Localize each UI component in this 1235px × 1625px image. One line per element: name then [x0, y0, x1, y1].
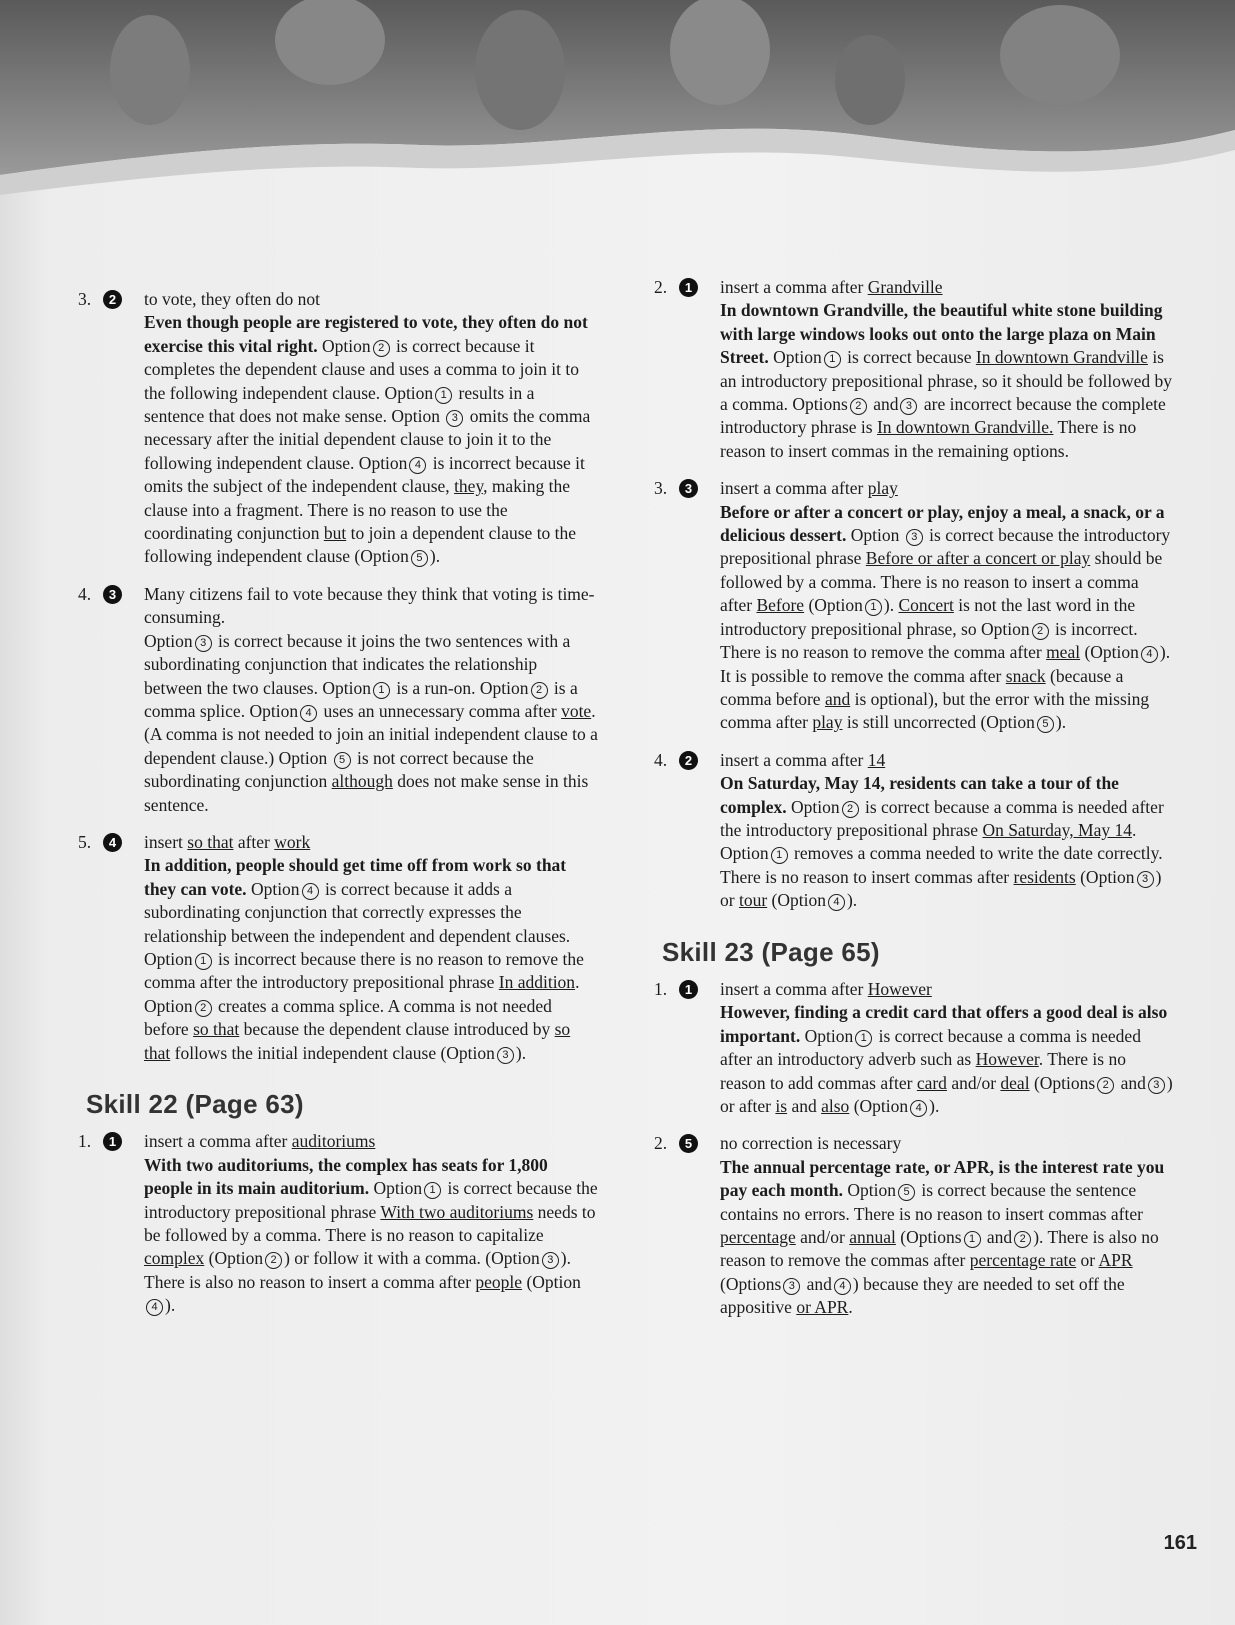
answer-item [78, 288, 598, 569]
corrected-sentence: The annual percentage rate, or APR, is the interest rate you pay each month. [720, 1156, 1165, 1201]
underlined-term: so that [193, 1019, 240, 1040]
explanation: In addition, people should get time off from work so that they can vote. Option 4 is correct because it adds a subordinating conjunction that correctly expresses the relationship between the independent and dependent clauses. Option 1 is incorrect because there is no reason to remove the comma after the introductory prepositional phrase In addition. Option 2 creates a comma splice. A comma is not needed before so that because the dependent clause introduced by so that follows the initial independent clause (Option 3 ). [144, 855, 584, 1063]
corrected-sentence: Before or after a concert or play, enjoy a meal, a snack, or a delicious dessert. [720, 501, 1165, 546]
underlined-term: they [454, 476, 484, 497]
option-number-circle: 3 [1148, 1077, 1165, 1094]
option-number-circle: 3 [497, 1047, 514, 1064]
answer-badge: 1 [679, 980, 698, 999]
item-number: 4. [654, 749, 668, 770]
underlined-term: In addition [498, 972, 576, 993]
underlined-term: APR [1098, 1250, 1133, 1271]
option-number-circle: 2 [531, 682, 548, 699]
underlined-term: is [775, 1096, 788, 1116]
item-number: 3. [78, 289, 92, 309]
option-number-circle: 2 [850, 398, 867, 415]
explanation: With two auditoriums, the complex has seats for 1,800 people in its main auditorium. Option 1 is correct because the introductory prepositional phrase With two auditoriums needs to be followed by a comma. There is no reason to capitalize complex (Option 2 ) or follow it with a comma. (Option 3 ). There is also no reason to insert a comma after people (Option4 ). [144, 1154, 598, 1316]
item-number: 3. [654, 478, 668, 499]
correction-line: to vote, they often do not [144, 289, 320, 309]
corrected-sentence: With two auditoriums, the complex has seats for 1,800 people in its main auditorium. [144, 1154, 548, 1199]
underlined-term: so that [144, 1019, 571, 1063]
corrected-sentence: However, finding a credit card that offers a good deal is also important. [720, 1002, 1168, 1046]
corrected-sentence: In addition, people should get time off from work so that they can vote. [144, 855, 567, 899]
underlined-term: complex [144, 1248, 205, 1269]
option-number-circle: 4 [146, 1299, 163, 1316]
option-number-circle: 3 [542, 1252, 559, 1269]
answer-item [78, 1130, 598, 1317]
option-number-circle: 2 [373, 340, 390, 357]
answer-badge: 5 [679, 1134, 698, 1153]
explanation: However, finding a credit card that offers a good deal is also important. Option 1 is correct because a comma is needed after an introductory adverb such as However. There is no reason to add commas after card and/or deal (Options 2 and 3 ) or after is and also (Option 4 ). [720, 1002, 1173, 1116]
page-number: 161 [1163, 1532, 1197, 1554]
underlined-term: snack [1005, 665, 1046, 686]
option-number-circle: 2 [265, 1252, 282, 1269]
corrected-sentence: On Saturday, May 14, residents can take a tour of the complex. [720, 773, 1119, 817]
correction-line: insert a comma after 14 [720, 749, 886, 770]
answer-item [654, 477, 1174, 734]
item-number: 2. [654, 1133, 668, 1154]
option-number-circle: 5 [898, 1184, 915, 1201]
option-number-circle: 4 [300, 705, 317, 722]
option-number-circle: 1 [771, 847, 788, 864]
underlined-term: Before [756, 595, 805, 616]
correction-line: insert so that after work [144, 831, 311, 852]
underlined-term: Before or after a concert or play [865, 548, 1091, 569]
answer-badge: 1 [103, 1132, 122, 1151]
option-number-circle: 3 [783, 1278, 800, 1295]
option-number-circle: 3 [1137, 871, 1154, 888]
corrected-sentence: Even though people are registered to vote, they often do not exercise this vital right. [144, 312, 588, 356]
skill-22-heading: Skill 22 (Page 63) [86, 1089, 304, 1119]
option-number-circle: 4 [1141, 646, 1158, 663]
option-number-circle: 5 [1037, 716, 1054, 733]
item-number: 4. [78, 583, 92, 604]
answer-item [654, 1132, 1174, 1319]
underlined-term: With two auditoriums [380, 1201, 534, 1222]
left-column [78, 288, 598, 1332]
correction-line: no correction is necessary [720, 1133, 902, 1154]
option-number-circle: 4 [302, 883, 319, 900]
underlined-term: vote [561, 700, 592, 721]
option-number-circle: 5 [411, 550, 428, 567]
correction-line: insert a comma after However [720, 978, 932, 999]
underlined-term: meal [1046, 642, 1081, 663]
underlined-term: deal [1000, 1072, 1030, 1093]
underlined-term: Concert [898, 595, 954, 616]
underlined-term: although [331, 771, 393, 792]
correction-line: insert a comma after Grandville [720, 277, 943, 297]
option-number-circle: 4 [910, 1100, 927, 1117]
answer-item [654, 276, 1174, 463]
answer-badge: 4 [103, 833, 122, 852]
option-number-circle: 5 [334, 752, 351, 769]
underlined-term: However [867, 978, 932, 999]
underlined-term: Grandville [867, 277, 943, 297]
decorative-banner [0, 0, 1235, 200]
explanation: Even though people are registered to vote, they often do not exercise this vital right. Option 2 is correct because it completes the dependent clause and uses a comma to join it to the following independent clause. Option 1 results in a sentence that does not make sense. Option 3 omits the comma necessary after the initial dependent clause to join it to the following independent clause. Option 4 is incorrect because it omits the subject of the independent clause, they, making the clause into a fragment. There is no reason to use the coordinating conjunction but to join a dependent clause to the following independent clause (Option 5 ). [144, 312, 591, 567]
underlined-term: or APR [796, 1297, 849, 1318]
explanation: On Saturday, May 14, residents can take a tour of the complex. Option 2 is correct because a comma is needed after the introductory prepositional phrase On Saturday, May 14. Option 1 removes a comma needed to write the date correctly. There is no reason to insert commas after residents (Option 3 ) or tour (Option 4 ). [720, 773, 1164, 911]
correction-line: insert a comma after play [720, 478, 898, 499]
option-number-circle: 3 [195, 635, 212, 652]
underlined-term: However [975, 1049, 1039, 1070]
underlined-term: annual [849, 1227, 896, 1248]
option-number-circle: 4 [834, 1278, 851, 1295]
answer-item [78, 583, 598, 817]
option-number-circle: 2 [1032, 623, 1049, 640]
option-number-circle: 1 [373, 682, 390, 699]
underlined-term: play [812, 712, 843, 733]
right-column [654, 276, 1174, 1334]
item-number: 2. [654, 277, 668, 297]
option-number-circle: 4 [409, 457, 426, 474]
option-number-circle: 2 [195, 1000, 212, 1017]
option-number-circle: 1 [195, 953, 212, 970]
option-number-circle: 1 [964, 1231, 981, 1248]
option-number-circle: 2 [1014, 1231, 1031, 1248]
option-number-circle: 1 [424, 1182, 441, 1199]
item-number: 1. [78, 1131, 92, 1152]
underlined-term: In downtown Grandville. [876, 417, 1054, 438]
answer-item [654, 978, 1174, 1118]
underlined-term: In downtown Grandville [975, 347, 1148, 368]
answer-badge: 1 [679, 278, 698, 297]
correction-line: Many citizens fail to vote because they think that voting is time-consuming. [144, 583, 595, 628]
underlined-term: so that [187, 831, 234, 852]
option-number-circle: 1 [824, 351, 841, 368]
explanation: Before or after a concert or play, enjoy a meal, a snack, or a delicious dessert. Option 3 is correct because the introductory prepositional phrase Before or after a concert or play should be followed by a comma. There is no reason to insert a comma after Before (Option 1 ). Concert is not the last word in the introductory prepositional phrase, so Option 2 is incorrect. There is no reason to remove the comma after meal (Option 4 ). It is possible to remove the comma after snack (because a comma before and is optional), but the error with the missing comma after play is still uncorrected (Option 5 ). [720, 501, 1171, 733]
answer-badge: 3 [103, 585, 122, 604]
underlined-term: percentage rate [969, 1250, 1077, 1271]
option-number-circle: 2 [842, 801, 859, 818]
answer-badge: 3 [679, 479, 698, 498]
option-number-circle: 3 [900, 398, 917, 415]
underlined-term: but [323, 523, 347, 544]
explanation: The annual percentage rate, or APR, is the interest rate you pay each month. Option 5 is correct because the sentence contains no errors. There is no reason to insert commas after percentage and/or annual (Options 1 and 2 ). There is also no reason to remove the commas after percentage rate or APR (Options 3 and 4 ) because they are needed to set off the appositive or APR. [720, 1156, 1165, 1318]
item-number: 5. [78, 831, 92, 852]
underlined-term: auditoriums [291, 1131, 376, 1152]
underlined-term: residents [1013, 866, 1076, 887]
option-number-circle: 4 [828, 894, 845, 911]
answer-badge: 2 [679, 751, 698, 770]
correction-line: insert a comma after auditoriums [144, 1131, 376, 1152]
explanation: In downtown Grandville, the beautiful white stone building with large windows looks out onto the large plaza on Main Street. Option 1 is correct because In downtown Grandville is an introductory prepositional phrase, so it should be followed by a comma. Options 2 and 3 are incorrect because the complete introductory phrase is In downtown Grandville. There is no reason to insert commas in the remaining options. [720, 300, 1173, 461]
option-number-circle: 3 [446, 410, 463, 427]
underlined-term: On Saturday, May 14 [982, 819, 1132, 840]
option-number-circle: 1 [435, 387, 452, 404]
underlined-term: percentage [720, 1227, 796, 1248]
underlined-term: also [821, 1096, 850, 1116]
item-number: 1. [654, 978, 668, 999]
underlined-term: people [475, 1271, 523, 1292]
underlined-term: 14 [867, 749, 886, 770]
underlined-term: play [867, 478, 898, 499]
underlined-term: card [916, 1072, 947, 1093]
option-number-circle: 3 [906, 529, 923, 546]
option-number-circle: 1 [865, 599, 882, 616]
answer-item [654, 749, 1174, 913]
answer-badge: 2 [103, 290, 122, 309]
explanation: Option 3 is correct because it joins the two sentences with a subordinating conjunction that indicates the relationship between the two clauses. Option 1 is a run-on. Option 2 is a comma splice. Option 4 uses an unnecessary comma after vote. (A comma is not needed to join an initial independent clause to a dependent clause.) Option 5 is not correct because the subordinating conjunction although does not make sense in this sentence. [144, 630, 598, 815]
option-number-circle: 2 [1097, 1077, 1114, 1094]
underlined-term: tour [738, 890, 768, 911]
answer-item [78, 831, 598, 1065]
skill-23-heading: Skill 23 (Page 65) [662, 936, 880, 967]
option-number-circle: 1 [855, 1030, 872, 1047]
underlined-term: and [824, 688, 851, 709]
corrected-sentence: In downtown Grandville, the beautiful white stone building with large windows looks out onto the large plaza on Main Street. [720, 300, 1163, 368]
underlined-term: work [274, 831, 311, 852]
